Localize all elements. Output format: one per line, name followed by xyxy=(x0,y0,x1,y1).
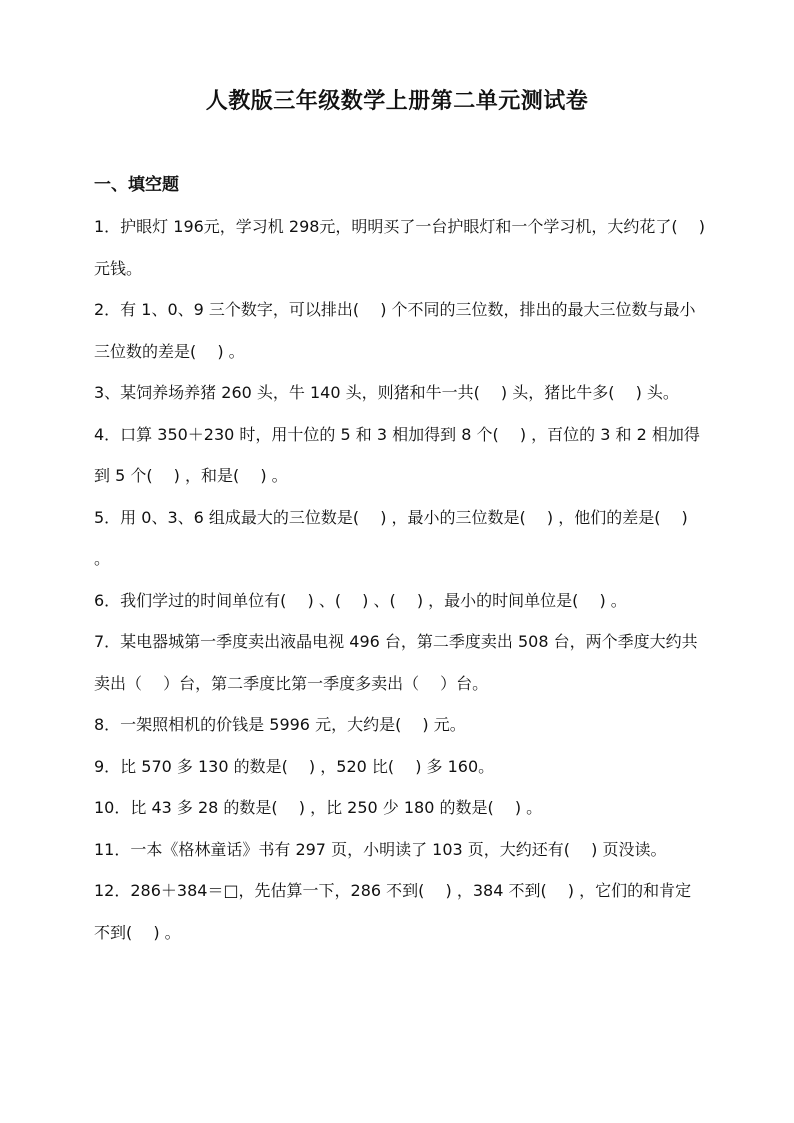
question-item: 1．护眼灯 196元，学习机 298元，明明买了一台护眼灯和一个学习机，大约花了( ) 元钱。 xyxy=(94,217,706,278)
question-item: 7．某电器城第一季度卖出液晶电视 496 台，第二季度卖出 508 台，两个季度大约共卖出（ ）台，第二季度比第一季度多卖出（ ）台。 xyxy=(94,632,698,693)
question-item: 4．口算 350＋230 时，用十位的 5 和 3 相加得到 8 个( ) ，百位的 3 和 2 相加得到 5 个( ) ，和是( ) 。 xyxy=(94,424,700,485)
question-item: 12．286＋384＝□，先估算一下，286 不到( ) ，384 不到( ) ，它们的和肯定不到( ) 。 xyxy=(94,881,692,942)
question-item: 5．用 0、3、6 组成最大的三位数是( ) ，最小的三位数是( ) ，他们的差是( ) 。 xyxy=(94,507,688,568)
section-heading: 一、填空题 xyxy=(94,175,179,195)
question-item: 6．我们学过的时间单位有( ) 、( ) 、( ) ，最小的时间单位是( ) 。 xyxy=(94,590,627,610)
question-item: 8．一架照相机的价钱是 5996 元，大约是( ) 元。 xyxy=(94,715,466,734)
document-title: 人教版三年级数学上册第二单元测试卷 xyxy=(205,88,589,114)
question-item: 2．有 1、0、9 三个数字，可以排出( ) 个不同的三位数，排出的最大三位数与最小三位数的差是( ) 。 xyxy=(94,300,696,361)
question-list xyxy=(94,206,706,953)
question-item: 10．比 43 多 28 的数是( ) ，比 250 少 180 的数是( ) 。 xyxy=(94,798,543,817)
question-item: 11．一本《格林童话》书有 297 页，小明读了 103 页，大约还有( ) 页没读。 xyxy=(94,839,667,859)
question-item: 3、某饲养场养猪 260 头，牛 140 头，则猪和牛一共( ) 头，猪比牛多( ) 头。 xyxy=(94,383,679,402)
question-item: 9．比 570 多 130 的数是( ) ，520 比( ) 多 160。 xyxy=(94,756,495,776)
